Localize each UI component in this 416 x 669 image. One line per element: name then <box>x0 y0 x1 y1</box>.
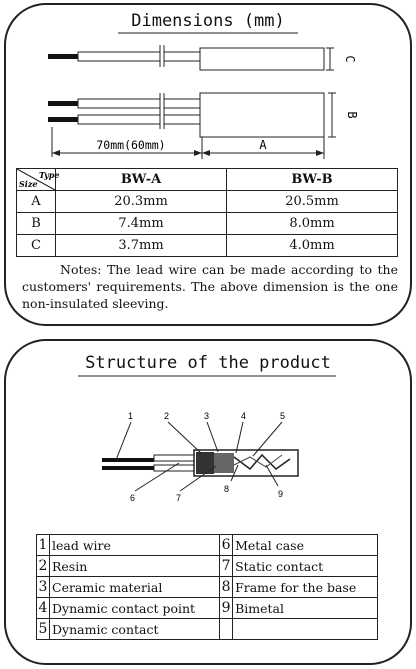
part-number: 1 <box>37 535 50 556</box>
dimensions-table <box>16 168 398 257</box>
callout-3: 3 <box>204 411 210 421</box>
part-number <box>220 619 233 640</box>
part-name: Ceramic material <box>50 577 220 598</box>
part-name: Resin <box>50 556 220 577</box>
type-size-corner <box>17 169 60 191</box>
callout-7: 7 <box>176 493 182 503</box>
part-name: Metal case <box>233 535 378 556</box>
dimensions-panel <box>4 3 412 326</box>
notes-text <box>22 261 398 312</box>
table-row <box>37 535 378 556</box>
c-label: C <box>343 55 357 63</box>
table-row <box>17 191 398 213</box>
b-label: B <box>345 111 359 119</box>
bwb-cell: 20.5mm <box>227 191 398 213</box>
structure-panel <box>4 339 412 665</box>
part-number: 3 <box>37 577 50 598</box>
callout-6: 6 <box>130 493 136 503</box>
callout-8: 8 <box>224 484 230 494</box>
bwa-cell: 3.7mm <box>56 235 227 257</box>
part-name: Dynamic contact <box>50 619 220 640</box>
table-row <box>17 235 398 257</box>
header-bwb: BW-B <box>227 169 398 191</box>
part-number: 6 <box>220 535 233 556</box>
notes-body: Notes: The lead wire can be made according to the customers' requirements. The above dimension is the one non-insulated sleeving. <box>22 262 398 311</box>
length-label: 70mm(60mm) <box>96 138 166 152</box>
callout-9: 9 <box>278 489 284 499</box>
callout-2: 2 <box>164 411 170 421</box>
table-row <box>37 577 378 598</box>
corner-size-label: Size <box>19 179 38 189</box>
part-name: lead wire <box>50 535 220 556</box>
part-number: 8 <box>220 577 233 598</box>
lead-wire-drawing <box>102 455 196 471</box>
part-number: 2 <box>37 556 50 577</box>
dimension-drawing <box>6 5 410 170</box>
part-name: Frame for the base <box>233 577 378 598</box>
part-name: Dynamic contact point <box>50 598 220 619</box>
part-number: 4 <box>37 598 50 619</box>
table-header-row <box>17 169 398 191</box>
part-name <box>233 619 378 640</box>
sensor-top-drawing <box>48 45 334 70</box>
bwb-cell: 8.0mm <box>227 213 398 235</box>
header-bwa: BW-A <box>56 169 227 191</box>
dimensions-title: Dimensions (mm) <box>131 11 285 31</box>
size-cell: C <box>17 235 56 257</box>
part-number: 7 <box>220 556 233 577</box>
part-name: Bimetal <box>233 598 378 619</box>
metal-case-drawing <box>194 450 298 476</box>
table-row <box>17 213 398 235</box>
part-number: 5 <box>37 619 50 640</box>
bwa-cell: 7.4mm <box>56 213 227 235</box>
table-row <box>37 619 378 640</box>
part-name: Static contact <box>233 556 378 577</box>
corner-diagonal <box>17 169 60 190</box>
callout-1: 1 <box>128 411 134 421</box>
a-label: A <box>259 138 267 152</box>
sensor-bottom-drawing <box>48 93 336 137</box>
size-cell: A <box>17 191 56 213</box>
bwa-cell: 20.3mm <box>56 191 227 213</box>
callout-5: 5 <box>280 411 286 421</box>
size-cell: B <box>17 213 56 235</box>
structure-title: Structure of the product <box>85 353 331 373</box>
parts-table <box>36 534 378 640</box>
part-number: 9 <box>220 598 233 619</box>
table-row <box>37 598 378 619</box>
table-row <box>37 556 378 577</box>
bwb-cell: 4.0mm <box>227 235 398 257</box>
corner-type-label: Type <box>39 170 60 180</box>
callout-4: 4 <box>241 411 247 421</box>
structure-drawing <box>6 341 410 531</box>
